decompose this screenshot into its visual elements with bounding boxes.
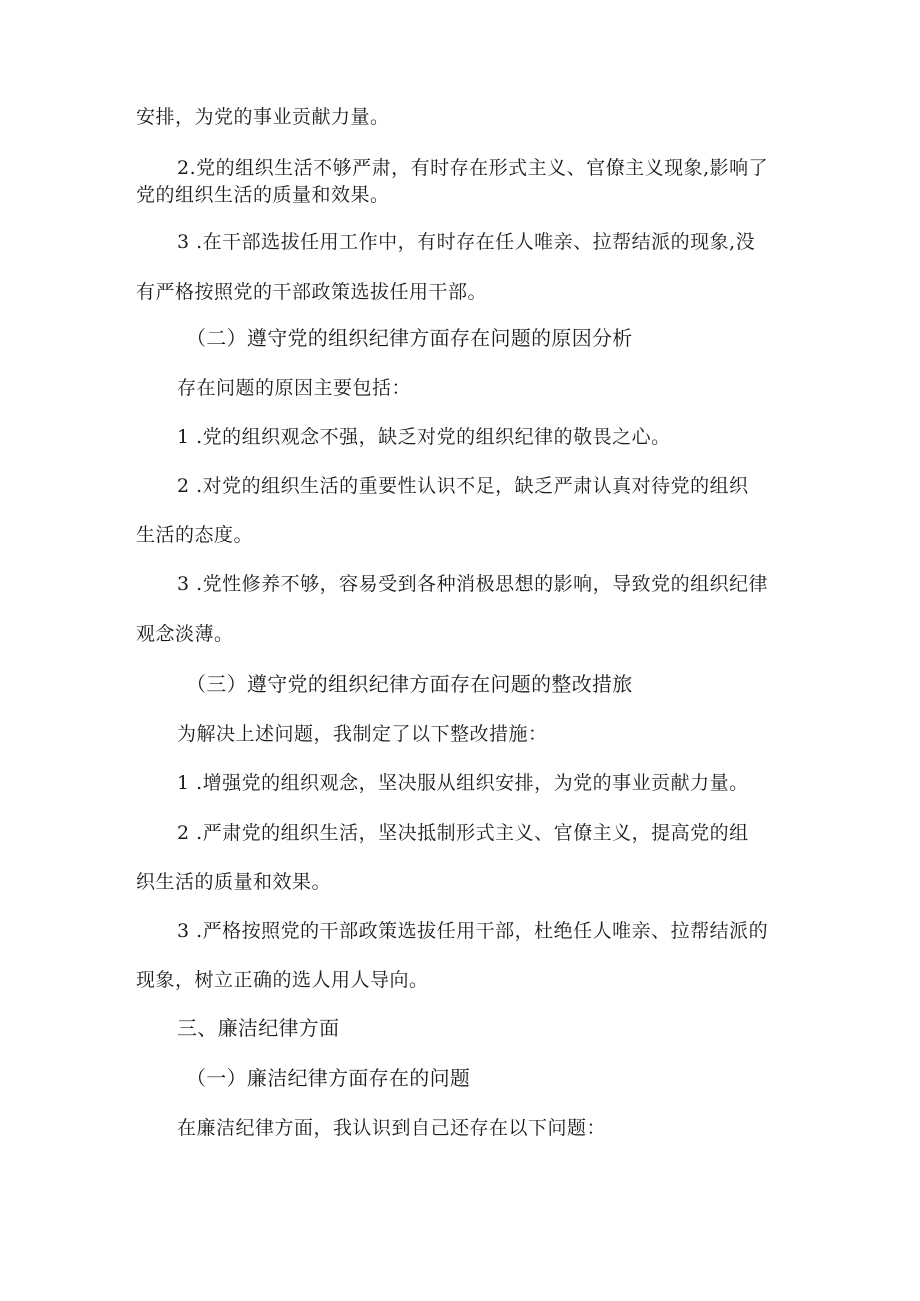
paragraph-line: 现象，树立正确的选人用人导向。 [136, 969, 429, 991]
paragraph-line: 党的组织生活的质量和效果。 [136, 184, 390, 206]
paragraph-line: 为解决上述问题，我制定了以下整改措施： [177, 723, 548, 745]
chapter-heading: 三、廉洁纪律方面 [177, 1016, 340, 1040]
section-heading: （二）遵守党的组织纪律方面存在问题的原因分析 [186, 326, 633, 350]
paragraph-line: 安排，为党的事业贡献力量。 [136, 106, 390, 128]
paragraph-line: 存在问题的原因主要包括： [177, 377, 412, 399]
section-heading: （三）遵守党的组织纪律方面存在问题的整改措旅 [186, 672, 633, 696]
paragraph-line: 3 .在干部选拔任用工作中，有时存在任人唯亲、拉帮结派的现象,没 [177, 231, 756, 253]
paragraph-line: 1 .党的组织观念不强，缺乏对党的组织纪律的敬畏之心。 [177, 426, 671, 448]
paragraph-line: 1 .增强党的组织观念，坚决服从组织安排，为党的事业贡献力量。 [177, 772, 749, 794]
paragraph-line: 2 .严肃党的组织生活，坚决抵制形式主义、官僚主义，提高党的组 [177, 822, 749, 844]
paragraph-line: 3 .严格按照党的干部政策选拔任用干部，杜绝任人唯亲、拉帮结派的 [177, 920, 769, 942]
paragraph-line: 2.党的组织生活不够严肃，有时存在形式主义、官僚主义现象,影响了 [177, 157, 769, 179]
paragraph-line: 生活的态度。 [136, 524, 254, 546]
paragraph-line: 观念淡薄。 [136, 623, 234, 645]
paragraph-line: 3 .党性修养不够，容易受到各种消极思想的影响，导致党的组织纪律 [177, 573, 769, 595]
paragraph-line: 有严格按照党的干部政策选拔任用干部。 [136, 281, 488, 303]
paragraph-line: 织生活的质量和效果。 [136, 871, 332, 893]
section-heading: （一）廉洁纪律方面存在的问题 [186, 1066, 471, 1090]
paragraph-line: 2 .对党的组织生活的重要性认识不足，缺乏严肃认真对待党的组织 [177, 475, 749, 497]
paragraph-line: 在廉洁纪律方面，我认识到自己还存在以下问题： [177, 1117, 607, 1139]
